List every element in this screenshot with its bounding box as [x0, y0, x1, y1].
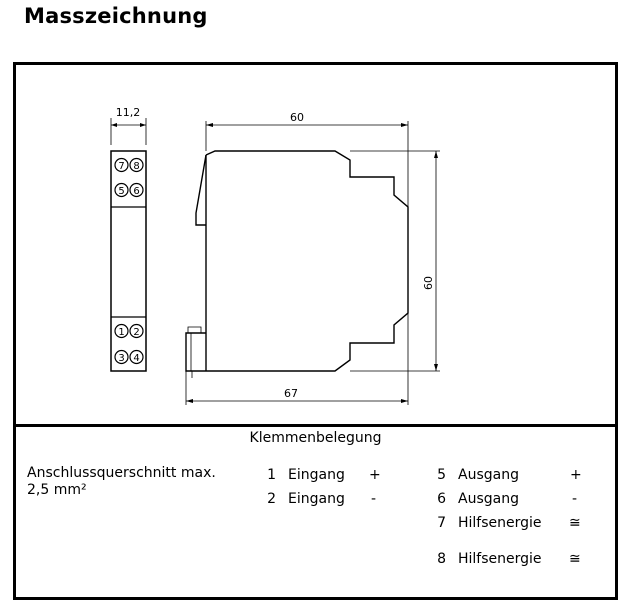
polarity-symbol: + [570, 467, 582, 483]
terminal-number: 7 [437, 515, 446, 531]
supply-symbol: ≅ [569, 551, 581, 567]
cross-section-line-2: 2,5 mm² [27, 482, 87, 498]
terminal-label: 7 [118, 161, 125, 172]
terminal-label: 5 [118, 186, 125, 197]
terminal-function: Ausgang [458, 467, 519, 483]
terminal-function: Hilfsenergie [458, 515, 542, 531]
terminal-number: 2 [267, 491, 276, 507]
cross-section-line-1: Anschlussquerschnitt max. [27, 465, 216, 481]
polarity-symbol: - [371, 491, 377, 507]
dimension-label-width-bottom: 67 [284, 387, 298, 400]
terminal-number: 5 [437, 467, 446, 483]
side-view-dimensions [186, 121, 440, 405]
drawing-frame [13, 62, 618, 600]
dimension-label-width-small: 11,2 [115, 106, 141, 119]
terminal-label: 8 [133, 161, 140, 172]
terminal-number: 8 [437, 551, 446, 567]
terminal-number: 6 [437, 491, 446, 507]
terminal-assignment-heading: Klemmenbelegung [249, 430, 382, 446]
terminal-label: 1 [118, 327, 125, 338]
front-view [111, 118, 146, 371]
supply-symbol: ≅ [569, 515, 581, 531]
terminal-row [264, 467, 345, 484]
terminal-function: Hilfsenergie [458, 551, 542, 567]
terminal-function: Eingang [288, 491, 345, 507]
section-divider [16, 424, 615, 427]
cross-section-note [27, 465, 216, 499]
terminal-label: 2 [133, 327, 140, 338]
terminal-row [264, 491, 345, 508]
dimension-label-height: 60 [422, 276, 435, 290]
terminal-row [434, 467, 519, 484]
terminal-function: Ausgang [458, 491, 519, 507]
terminal-label: 4 [133, 353, 140, 364]
polarity-symbol: - [572, 491, 578, 507]
terminal-function: Eingang [288, 467, 345, 483]
terminal-row [434, 491, 519, 508]
dimension-drawing [16, 65, 615, 423]
dimension-label-width-top: 60 [290, 111, 304, 124]
side-view [186, 151, 408, 378]
page-title: Masszeichnung [24, 4, 208, 28]
polarity-symbol: + [369, 467, 381, 483]
terminal-number: 1 [267, 467, 276, 483]
terminal-label: 6 [133, 186, 140, 197]
terminal-label: 3 [118, 353, 125, 364]
terminal-row [434, 515, 542, 532]
terminal-row [434, 551, 542, 568]
